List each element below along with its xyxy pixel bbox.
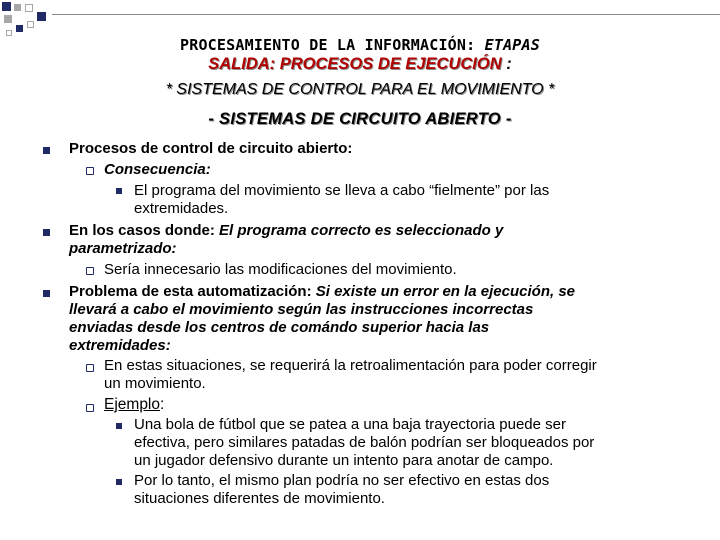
bullet-text: enviadas desde los centros de comándo superior hacia las [69,319,490,336]
bullet-text-prefix: En los casos donde: [69,222,220,239]
bullet-square [116,188,122,194]
example-text: un jugador defensivo durante un intento para anotar de campo. [134,452,554,469]
bullet-hollow-square [86,364,94,372]
corner-decoration [0,0,720,40]
sub-sub-bullet-text: El programa del movimiento se lleva a cabo “fielmente” por las [134,182,550,199]
deco-square [16,25,23,32]
sub-bullet-text: En estas situaciones, se requerirá la retroalimentación para poder corregir [104,357,597,374]
example-label-text: Ejemplo [104,396,160,413]
bullet-square [43,290,50,297]
deco-square [37,12,46,21]
section-heading: * SISTEMAS DE CONTROL PARA EL MOVIMIENTO * [165,81,555,98]
example-label [104,396,164,414]
bullet-text: llevará a cabo el movimiento según las instrucciones incorrectas [69,301,534,318]
bullet-text: Procesos de control de circuito abierto: [69,140,353,157]
bullet-text: parametrizado: [69,240,177,257]
sub-bullet-text: Consecuencia: [104,161,211,178]
deco-square [14,4,21,11]
bullet-square [43,147,50,154]
slide-subtitle-main: SALIDA: PROCESOS DE EJECUCIÓN [208,55,507,73]
slide-title-main: PROCESAMIENTO DE LA INFORMACIÓN: [179,36,485,54]
bullet-text: extremidades: [69,337,171,354]
title-rule [52,14,720,15]
slide-subtitle-colon: : [506,55,512,73]
bullet-square [43,229,50,236]
bullet-square [116,479,122,485]
sub-bullet-text: Sería innecesario las modificaciones del movimiento. [104,261,457,278]
deco-square [27,21,34,28]
deco-square [4,15,12,23]
example-text: Una bola de fútbol que se patea a una baja trayectoria puede ser [134,416,566,433]
example-label-colon: : [160,396,165,413]
example-text: efectiva, pero similares patadas de balón podrían ser bloqueados por [134,434,595,451]
slide-subtitle [0,54,720,74]
example-text: situaciones diferentes de movimiento. [134,490,385,507]
bullet-hollow-square [86,267,94,275]
deco-square [2,2,11,11]
bullet-text [69,222,503,240]
sub-bullet-text: un movimiento. [104,375,206,392]
bullet-square [116,423,122,429]
sub-sub-bullet-text: extremidades. [134,200,229,217]
bullet-text-emphasis: Si existe un error en la ejecución, se [315,283,576,300]
deco-square [25,4,33,12]
slide-title [0,35,720,55]
bullet-text [69,283,575,301]
bullet-text-prefix: Problema de esta automatización: [69,283,316,300]
bullet-hollow-square [86,167,94,175]
bullet-text-emphasis: El programa correcto es seleccionado y [219,222,504,239]
slide-title-italic: ETAPAS [484,36,540,54]
bullet-hollow-square [86,404,94,412]
section-subheading: - SISTEMAS DE CIRCUITO ABIERTO - [208,110,512,128]
example-text: Por lo tanto, el mismo plan podría no ser efectivo en estas dos [134,472,550,489]
